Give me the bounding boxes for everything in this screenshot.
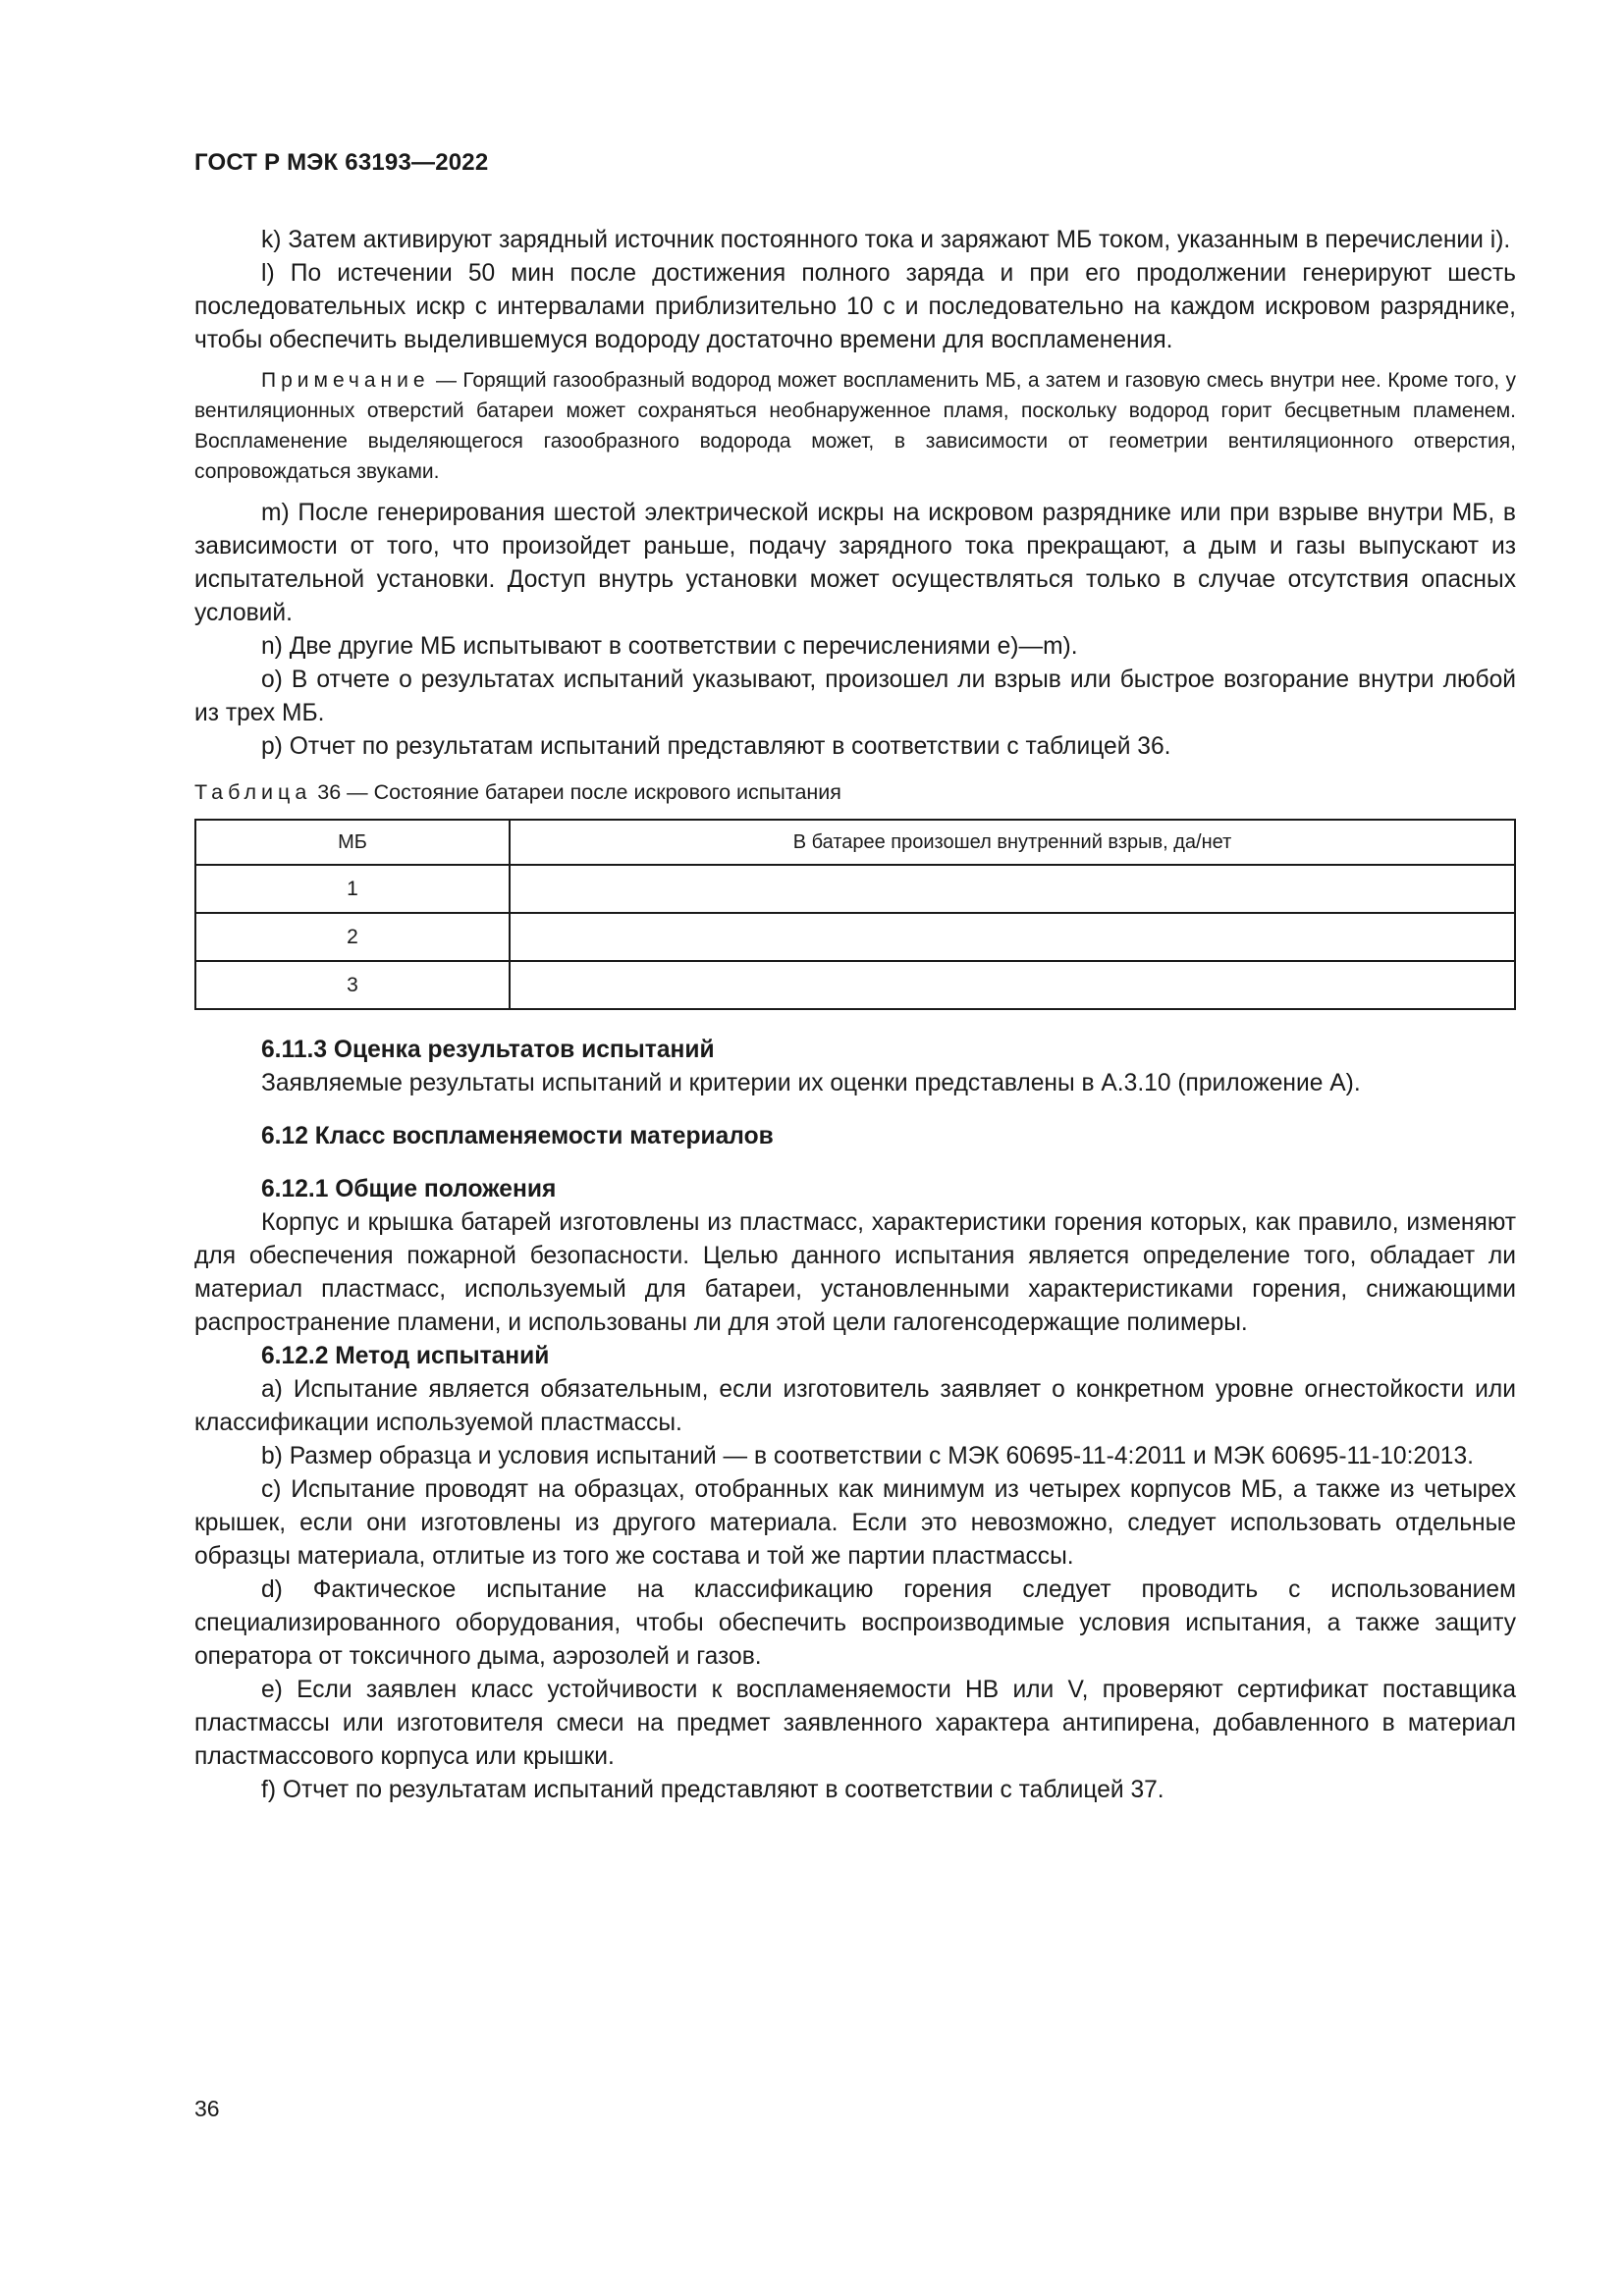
paragraph-l: l) По истечении 50 мин после достижения полного заряда и при его продолжении генерируют шесть последовательных искр с интервалами приблизительно 10 с и последовательно на каждом искровом разряднике, чтобы обеспечить выделившемуся водороду достаточно времени для воспламенения. — [194, 260, 1516, 353]
table-cell: 3 — [195, 961, 510, 1009]
section-heading-6-12-2: 6.12.2 Метод испытаний — [261, 1343, 550, 1369]
page-number: 36 — [194, 2096, 220, 2121]
table-cell: 1 — [195, 865, 510, 913]
table-header-cell: В батарее произошел внутренний взрыв, да/нет — [510, 820, 1515, 865]
table-header-cell: МБ — [195, 820, 510, 865]
table-cell — [510, 961, 1515, 1009]
method-item-d: d) Фактическое испытание на классификацию горения следует проводить с использованием специализированного оборудования, чтобы обеспечить воспроизводимые условия испытания, а также защиту оператора от токсичного дыма, аэрозолей и газов. — [194, 1576, 1516, 1670]
table-header-row — [195, 820, 1515, 865]
method-item-a: а) Испытание является обязательным, если изготовитель заявляет о конкретном уровне огнестойкости или классификации используемой пластмассы. — [194, 1376, 1516, 1436]
document-header: ГОСТ Р МЭК 63193—2022 — [194, 149, 489, 176]
table-caption — [194, 777, 1516, 807]
note-label: Примечание — [261, 369, 430, 392]
table-row — [195, 913, 1515, 961]
section-heading-6-11-3: 6.11.3 Оценка результатов испытаний — [261, 1037, 715, 1063]
table-cell — [510, 865, 1515, 913]
paragraph-n: n) Две другие МБ испытывают в соответствии с перечислениями е)—m). — [261, 633, 1078, 660]
section-6-11-3-text: Заявляемые результаты испытаний и критерии их оценки представлены в А.3.10 (приложение А). — [261, 1070, 1361, 1096]
section-6-12-1-text: Корпус и крышка батарей изготовлены из пластмасс, характеристики горения которых, как правило, изменяют для обеспечения пожарной безопасности. Целью данного испытания является определение того, обладает ли материал пластмасс, используемый для батареи, установленными характеристиками горения, снижающими распространение пламени, и использованы ли для этой цели галогенсодержащие полимеры. — [194, 1209, 1516, 1336]
table-caption-text: 36 — Состояние батареи после искрового испытания — [311, 780, 841, 804]
method-item-c: с) Испытание проводят на образцах, отобранных как минимум из четырех корпусов МБ, а также из четырех крышек, если они изготовлены из другого материала. Если это невозможно, следует использовать отдельные образцы материала, отлитые из того же состава и той же партии пластмассы. — [194, 1476, 1516, 1570]
method-item-e: е) Если заявлен класс устойчивости к воспламеняемости НВ или V, проверяют сертификат поставщика пластмассы или изготовителя смеси на предмет заявленного характера антипирена, добавленного в материал пластмассового корпуса или крышки. — [194, 1677, 1516, 1770]
paragraph-o: o) В отчете о результатах испытаний указывают, произошел ли взрыв или быстрое возгорание внутри любой из трех МБ. — [194, 667, 1516, 726]
method-item-b: b) Размер образца и условия испытаний — в соответствии с МЭК 60695-11-4:2011 и МЭК 60695-11-10:2013. — [261, 1443, 1474, 1469]
table-row — [195, 865, 1515, 913]
table-cell — [510, 913, 1515, 961]
table-caption-label: Таблица — [194, 780, 312, 804]
note-text: — Горящий газообразный водород может воспламенить МБ, а затем и газовую смесь внутри нее. Кроме того, у вентиляционных отверстий батареи может сохраняться необнаруженное пламя, поскольку водород горит бесцветным пламенем. Воспламенение выделяющегося газообразного водорода может, в зависимости от геометрии вентиляционного отверстия, сопровождаться звуками. — [194, 369, 1516, 483]
table-row — [195, 961, 1515, 1009]
document-body — [194, 224, 1516, 1807]
paragraph-p: p) Отчет по результатам испытаний представляют в соответствии с таблицей 36. — [261, 733, 1171, 760]
section-heading-6-12: 6.12 Класс воспламеняемости материалов — [261, 1123, 774, 1149]
battery-state-table — [194, 819, 1516, 1010]
method-item-f: f) Отчет по результатам испытаний представляют в соответствии с таблицей 37. — [261, 1777, 1164, 1803]
paragraph-k: k) Затем активируют зарядный источник постоянного тока и заряжают МБ током, указанным в перечислении i). — [261, 227, 1511, 253]
paragraph-m: m) После генерирования шестой электрической искры на искровом разряднике или при взрыве внутри МБ, в зависимости от того, что произойдет раньше, подачу зарядного тока прекращают, а дым и газы выпускают из испытательной установки. Доступ внутрь установки может осуществляться только в случае отсутствия опасных условий. — [194, 500, 1516, 626]
note-paragraph — [194, 365, 1516, 487]
table-cell: 2 — [195, 913, 510, 961]
section-heading-6-12-1: 6.12.1 Общие положения — [261, 1176, 557, 1202]
